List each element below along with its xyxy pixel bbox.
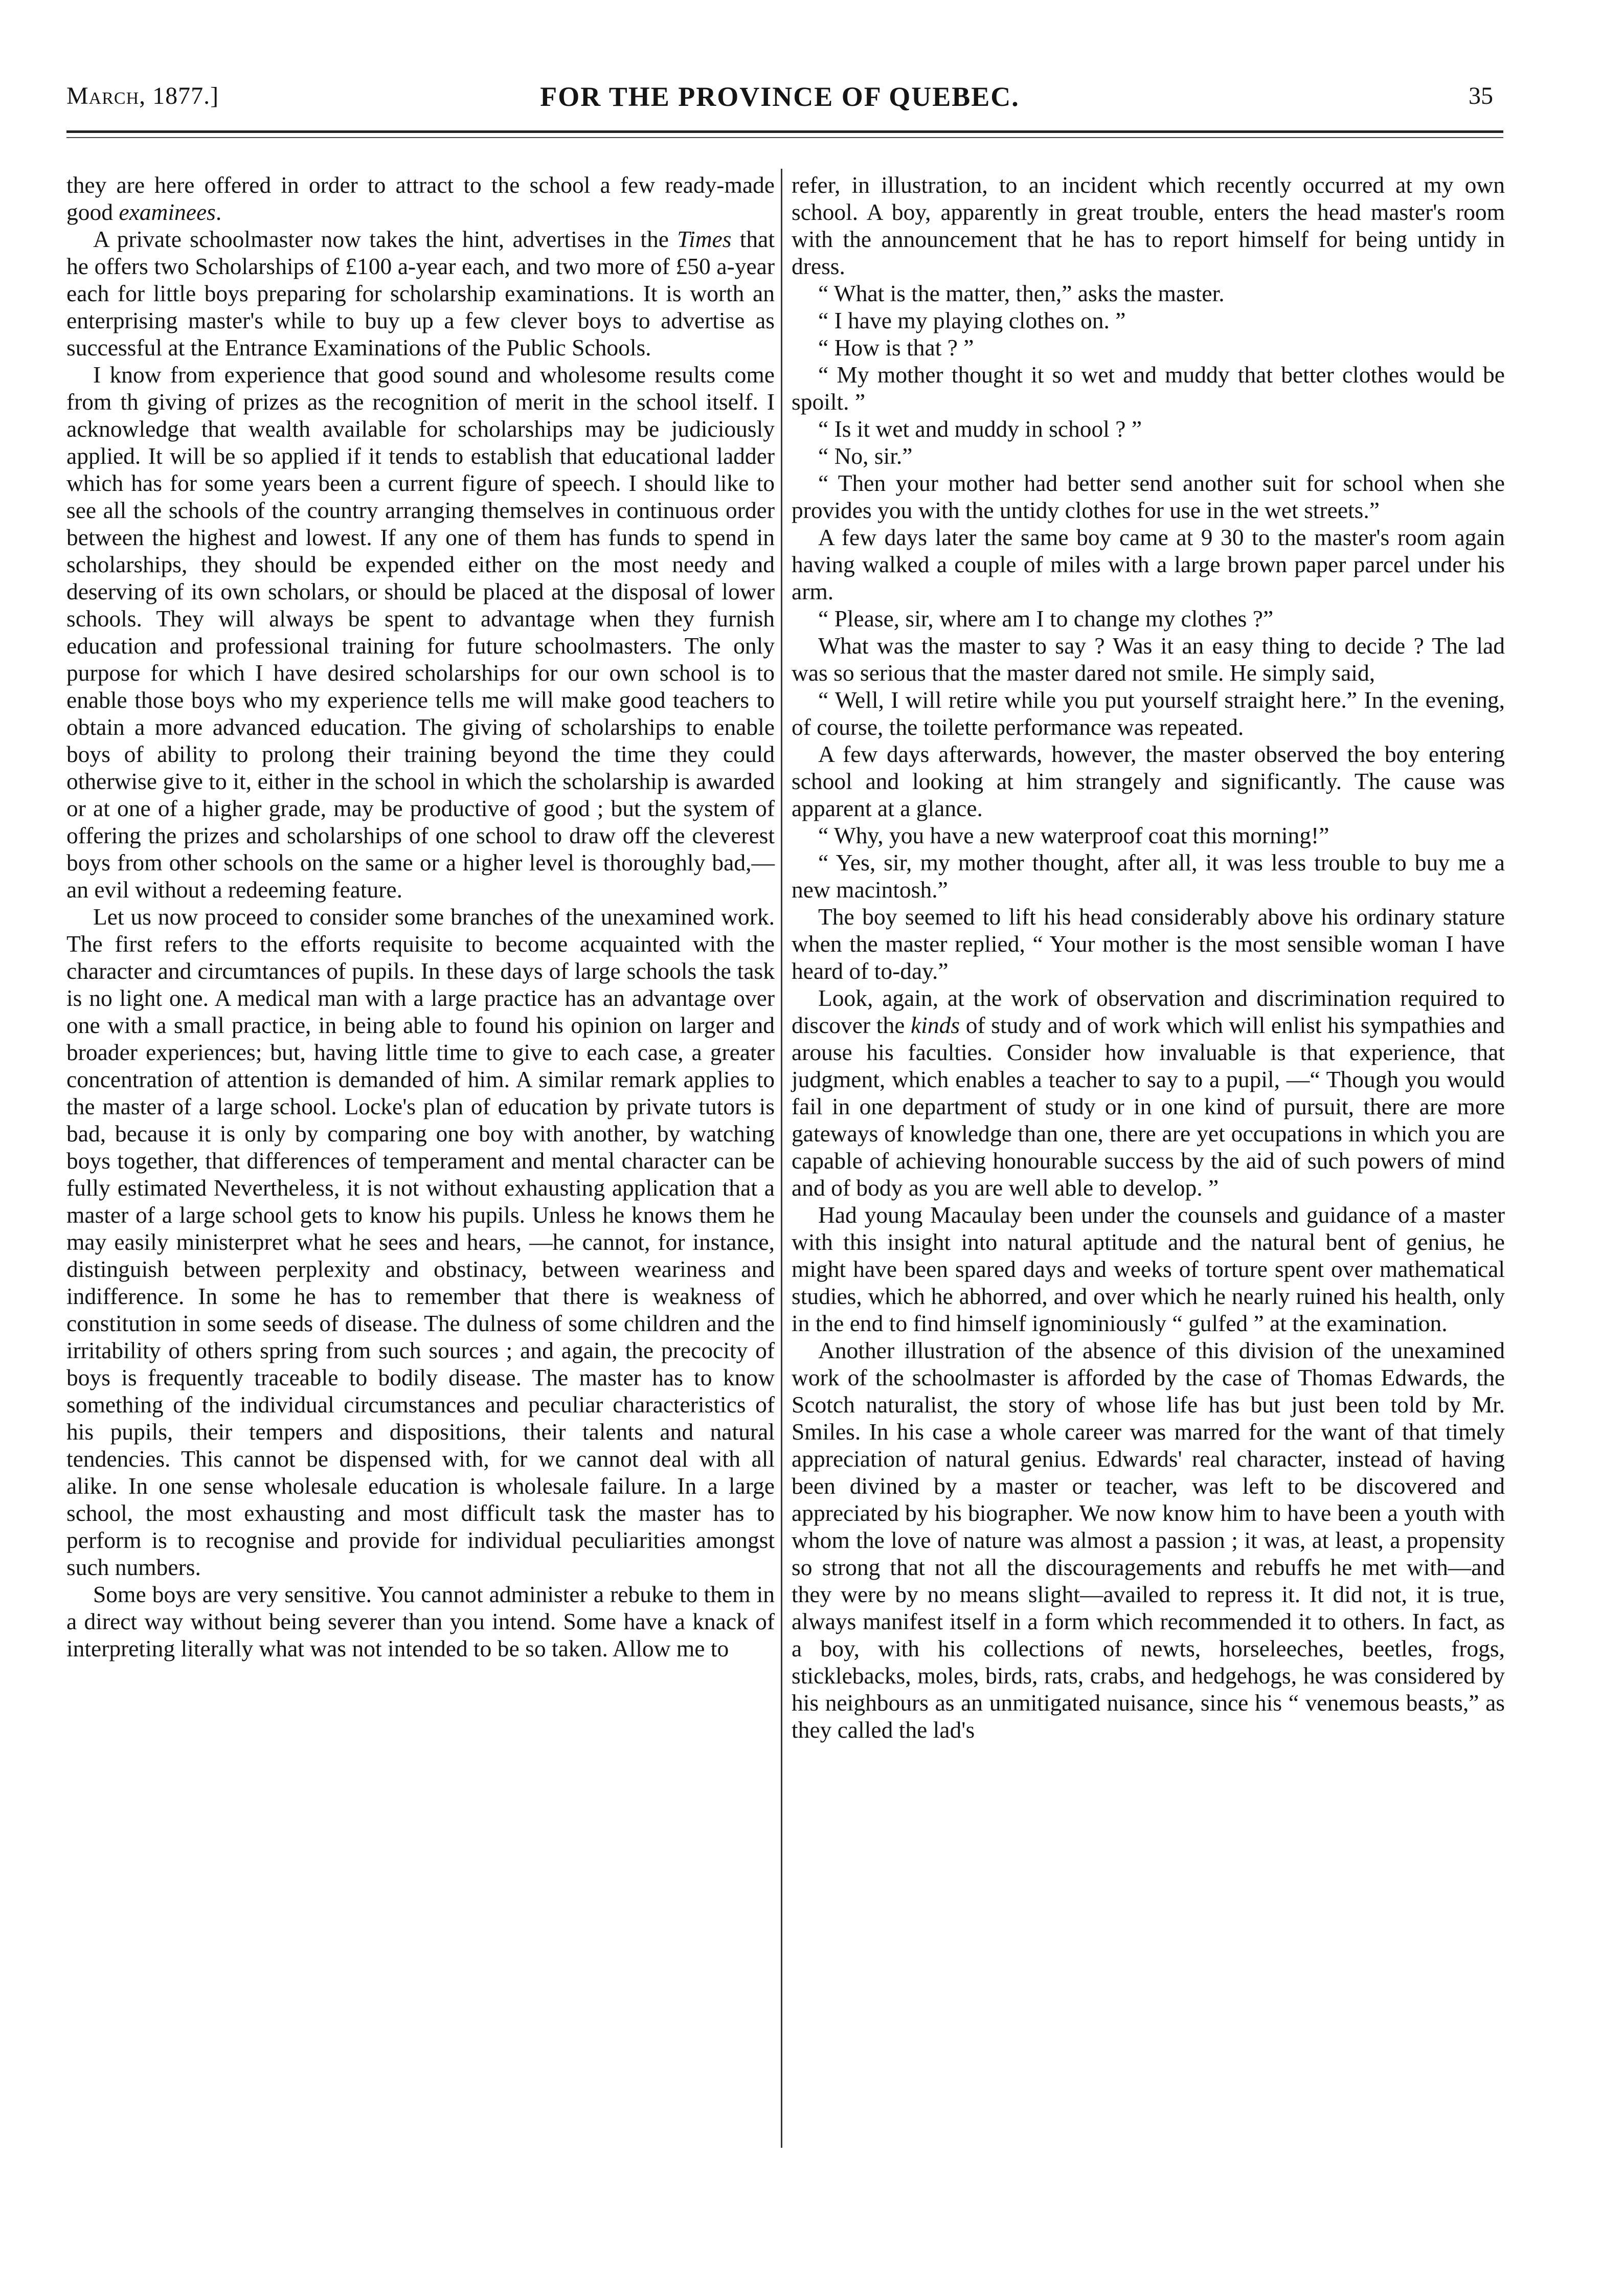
paragraph: Look, again, at the work of observation and discrimination required to discover the kinds of study and of work which will enlist his sympathies and arouse his faculties. Consider how invaluable is that experience, that judgment, which enables a teacher to say to a pupil, —“ Though you would fail in one department of study or in one kind of pursuit, there are more gateways of knowledge than one, there are yet occupations in which you are capable of achieving honourable success by the aid of such powers of mind and of body as you are well able to develop. ” (792, 985, 1505, 1201)
paragraph: “ What is the matter, then,” asks the master. (818, 280, 1225, 306)
paragraph: A few days later the same boy came at 9 30 to the master's room again having walked a couple of miles with a large brown paper parcel under his arm. (792, 524, 1505, 604)
paragraph: “ Then your mother had better send another suit for school when she provides you with the untidy clothes for use in the wet streets.” (792, 470, 1505, 523)
paragraph: “ Yes, sir, my mother thought, after all, it was less trouble to buy me a new macintosh.” (792, 849, 1505, 903)
page-number: 35 (1469, 82, 1493, 109)
paragraph: “ How is that ? ” (818, 334, 974, 361)
paragraph: “ Well, I will retire while you put yourself straight here.” In the evening, of course, the toilette performance was repeated. (792, 687, 1505, 740)
page-header (56, 77, 1503, 118)
paragraph: they are here offered in order to attract to the school a few ready-made good examinees. (66, 172, 775, 225)
paragraph: What was the master to say ? Was it an easy thing to decide ? The lad was so serious that the master dared not smile. He simply said, (792, 633, 1505, 686)
paragraph: Had young Macaulay been under the counsels and guidance of a master with this insight into natural aptitude and the natural bent of genius, he might have been spared days and weeks of torture spent over mathematical studies, which he abhorred, and over which he nearly ruined his health, only in the end to find himself ignominiously “ gulfed ” at the examination. (792, 1202, 1505, 1336)
paragraph: Some boys are very sensitive. You cannot administer a rebuke to them in a direct way without being severer than you intend. Some have a knack of interpreting literally what was not intended to be so taken. Allow me to (66, 1581, 775, 1661)
header-rule-thick (66, 130, 1503, 133)
paragraph: The boy seemed to lift his head considerably above his ordinary stature when the master replied, “ Your mother is the most sensible woman I have heard of to-day.” (792, 904, 1505, 984)
paragraph: “ Why, you have a new waterproof coat this morning!” (818, 822, 1329, 848)
paragraph: Another illustration of the absence of this division of the unexamined work of the schoolmaster is afforded by the case of Thomas Edwards, the Scotch naturalist, the story of whose life has but just been told by Mr. Smiles. In his case a whole career was marred for the want of that timely appreciation of natural genius. Edwards' real character, instead of having been divined by a master or teacher, was left to be discovered and appreciated by his biographer. We now know him to have been a youth with whom the love of nature was almost a passion ; it was, at least, a propensity so strong that not all the discouragements and rebuffs he met with—and they were by no means slight—availed to repress it. It did not, it is true, always manifest itself in a form which recommended it to others. In fact, as a boy, with his collections of newts, horseleeches, beetles, frogs, sticklebacks, moles, birds, rats, crabs, and hedgehogs, he was considered by his neighbours as an unmitigated nuisance, since his “ venemous beasts,” as they called the lad's (792, 1337, 1505, 1743)
issue-date: March, 1877.] (66, 82, 219, 109)
paragraph: “ My mother thought it so wet and muddy that better clothes would be spoilt. ” (792, 362, 1505, 415)
left-column (66, 171, 775, 1662)
paragraph: “ No, sir.” (818, 443, 913, 469)
paragraph: A few days afterwards, however, the master observed the boy entering school and looking at him strangely and significantly. The cause was apparent at a glance. (792, 741, 1505, 821)
paragraph: “ I have my playing clothes on. ” (818, 307, 1126, 333)
column-divider (781, 169, 782, 2148)
paragraph: A private schoolmaster now takes the hint, advertises in the Times that he offers two Scholarships of £100 a-year each, and two more of £50 a-year each for little boys preparing for scholarship examinations. It is worth an enterprising master's while to buy up a few clever boys to advertise as successful at the Entrance Examinations of the Public Schools. (66, 226, 775, 361)
paragraph: “ Is it wet and muddy in school ? ” (818, 416, 1142, 442)
header-rule-thin (66, 137, 1503, 138)
paragraph: I know from experience that good sound and wholesome results come from th giving of prizes as the recognition of merit in the school itself. I acknowledge that wealth available for scholarships may be judiciously applied. It will be so applied if it tends to establish that educational ladder which has for some years been a current figure of speech. I should like to see all the schools of the country arranging themselves in continuous order between the highest and lowest. If any one of them has funds to spend in scholarships, they should be expended either on the most needy and deserving of its own scholars, or should be placed at the disposal of lower schools. They will always be spent to advantage when they furnish education and professional training for future schoolmasters. The only purpose for which I have desired scholarships for our own school is to enable those boys who my experience tells me will make good teachers to obtain a more advanced education. The giving of scholarships to enable boys of ability to prolong their training beyond the time they could otherwise give to it, either in the school in which the scholarship is awarded or at one of a higher grade, may be productive of good ; but the system of offering the prizes and scholarships of one school to draw off the cleverest boys from other schools on the same or a higher level is thoroughly bad,—an evil without a redeeming feature. (66, 362, 775, 903)
running-title: FOR THE PROVINCE OF QUEBEC. (540, 81, 1020, 112)
paragraph: “ Please, sir, where am I to change my clothes ?” (818, 605, 1274, 632)
paragraph: refer, in illustration, to an incident which recently occurred at my own school. A boy, apparently in great trouble, enters the head master's room with the announcement that he has to report himself for being untidy in dress. (792, 172, 1505, 279)
right-column (792, 171, 1505, 1743)
paragraph: Let us now proceed to consider some branches of the unexamined work. The first refers to the efforts requisite to become acquainted with the character and circumtances of pupils. In these days of large schools the task is no light one. A medical man with a large practice has an advantage over one with a small practice, in being able to found his opinion on larger and broader experiences; but, having little time to give to each case, a greater concentration of attention is demanded of him. A similar remark applies to the master of a large school. Locke's plan of education by private tutors is bad, because it is only by comparing one boy with another, by watching boys together, that differences of temperament and mental character can be fully estimated Nevertheless, it is not without exhausting application that a master of a large school gets to know his pupils. Unless he knows them he may easily ministerpret what he sees and hears, —he cannot, for instance, distinguish between perplexity and obstinacy, between weariness and indifference. In some he has to remember that there is weakness of constitution in some seeds of disease. The dulness of some children and the irritability of others spring from such sources ; and again, the precocity of boys is frequently traceable to bodily disease. The master has to know something of the individual circumstances and peculiar characteristics of his pupils, their tempers and dispositions, their talents and natural tendencies. This cannot be dispensed with, for we cannot deal with all alike. In one sense wholesale education is wholesale failure. In a large school, the most exhausting and most difficult task the master has to perform is to recognise and provide for individual peculiarities amongst such numbers. (66, 904, 775, 1580)
